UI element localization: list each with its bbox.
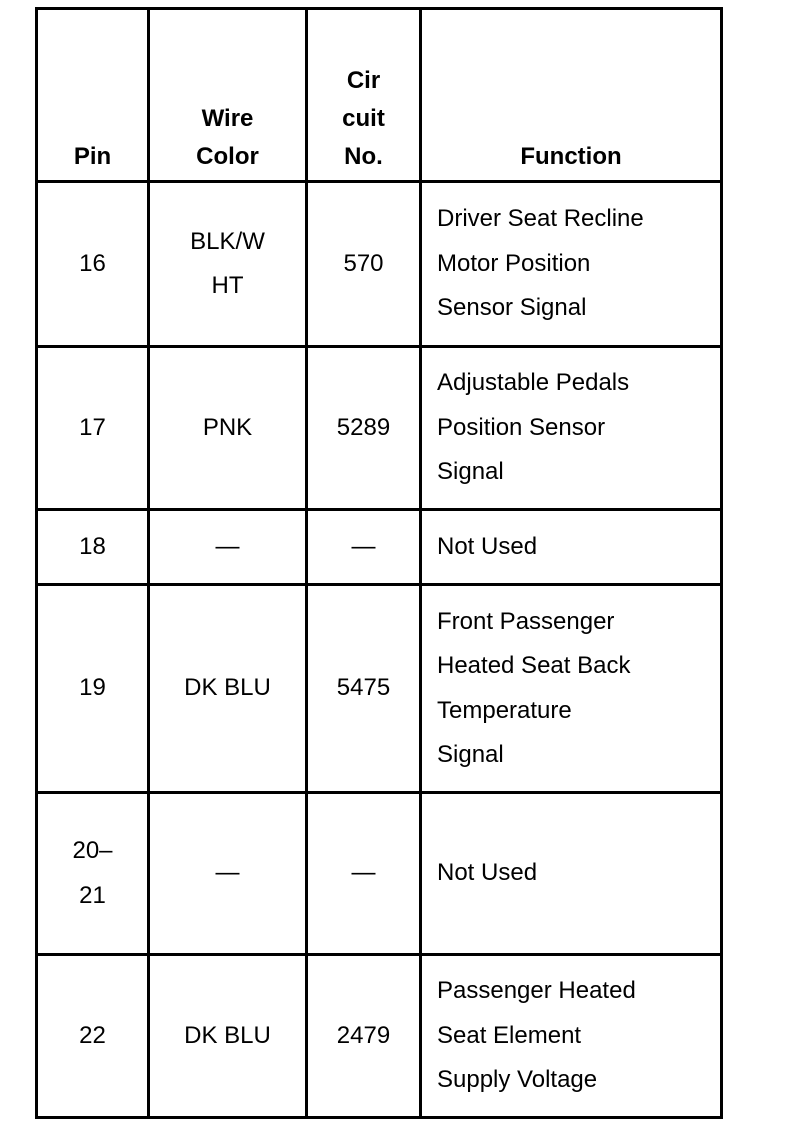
header-pin: Pin bbox=[37, 9, 149, 182]
cell-function: Adjustable Pedals Position Sensor Signal bbox=[421, 347, 722, 510]
cell-circuit-no: — bbox=[307, 510, 421, 585]
cell-circuit-no: 570 bbox=[307, 182, 421, 347]
cell-pin: 17 bbox=[37, 347, 149, 510]
cell-function: Not Used bbox=[421, 510, 722, 585]
header-function: Function bbox=[421, 9, 722, 182]
cell-circuit-no: 2479 bbox=[307, 955, 421, 1118]
cell-circuit-no: 5475 bbox=[307, 585, 421, 793]
table-header-row bbox=[37, 9, 722, 182]
cell-pin: 19 bbox=[37, 585, 149, 793]
connector-pinout-table bbox=[35, 7, 723, 1119]
table-row bbox=[37, 510, 722, 585]
table-row bbox=[37, 585, 722, 793]
cell-wire-color: PNK bbox=[149, 347, 307, 510]
table-row bbox=[37, 955, 722, 1118]
cell-function: Not Used bbox=[421, 793, 722, 955]
cell-pin: 16 bbox=[37, 182, 149, 347]
header-circuit-no: Cir cuit No. bbox=[307, 9, 421, 182]
cell-wire-color: DK BLU bbox=[149, 585, 307, 793]
cell-wire-color: DK BLU bbox=[149, 955, 307, 1118]
table-row bbox=[37, 182, 722, 347]
cell-function: Driver Seat Recline Motor Position Sensor Signal bbox=[421, 182, 722, 347]
cell-function: Passenger Heated Seat Element Supply Voltage bbox=[421, 955, 722, 1118]
cell-wire-color: — bbox=[149, 793, 307, 955]
cell-wire-color: BLK/W HT bbox=[149, 182, 307, 347]
header-wire-color: Wire Color bbox=[149, 9, 307, 182]
cell-pin: 22 bbox=[37, 955, 149, 1118]
cell-pin: 20– 21 bbox=[37, 793, 149, 955]
cell-circuit-no: — bbox=[307, 793, 421, 955]
table-row bbox=[37, 347, 722, 510]
cell-circuit-no: 5289 bbox=[307, 347, 421, 510]
cell-wire-color: — bbox=[149, 510, 307, 585]
cell-pin: 18 bbox=[37, 510, 149, 585]
cell-function: Front Passenger Heated Seat Back Temperature Signal bbox=[421, 585, 722, 793]
table-row bbox=[37, 793, 722, 955]
